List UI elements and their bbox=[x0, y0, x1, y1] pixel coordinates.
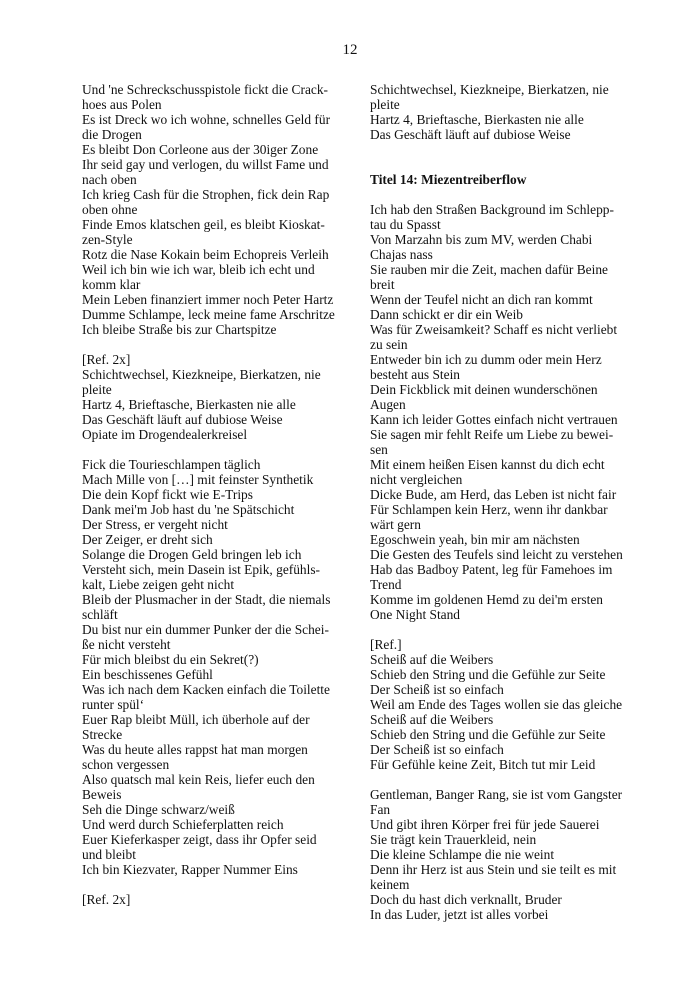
spacer bbox=[370, 187, 630, 202]
lyric-line: Ihr seid gay und verlogen, du willst Fame und bbox=[82, 157, 329, 172]
lyric-line: und bleibt bbox=[82, 847, 136, 862]
lyric-line: keinem bbox=[370, 877, 410, 892]
lyric-line: Du bist nur ein dummer Punker der die Schei- bbox=[82, 622, 329, 637]
lyric-line: Also quatsch mal kein Reis, liefer euch den bbox=[82, 772, 315, 787]
lyric-line: Strecke bbox=[82, 727, 123, 742]
lyric-line: Gentleman, Banger Rang, sie ist vom Gangster bbox=[370, 787, 623, 802]
lyric-line: Dank mei'm Job hast du 'ne Spätschicht bbox=[82, 502, 295, 517]
lyric-line: ße nicht versteht bbox=[82, 637, 171, 652]
lyric-line: Dicke Bude, am Herd, das Leben ist nicht fair bbox=[370, 487, 617, 502]
lyric-line: Der Scheiß ist so einfach bbox=[370, 742, 504, 757]
lyric-line: Hab das Badboy Patent, leg für Famehoes im bbox=[370, 562, 613, 577]
lyric-line: hoes aus Polen bbox=[82, 97, 162, 112]
lyric-line: zen-Style bbox=[82, 232, 133, 247]
lyric-line: komm klar bbox=[82, 277, 141, 292]
lyric-line: Bleib der Plusmacher in der Stadt, die niemals bbox=[82, 592, 331, 607]
lyric-line: Sie trägt kein Trauerkleid, nein bbox=[370, 832, 537, 847]
lyric-line: Euer Rap bleibt Müll, ich überhole auf der bbox=[82, 712, 310, 727]
lyric-line: [Ref.] bbox=[370, 637, 402, 652]
lyric-line: Für mich bleibst du ein Sekret(?) bbox=[82, 652, 259, 667]
lyric-line: nach oben bbox=[82, 172, 137, 187]
lyric-line: Was für Zweisamkeit? Schaff es nicht verliebt bbox=[370, 322, 618, 337]
lyric-line: oben ohne bbox=[82, 202, 138, 217]
lyric-line: Ich bin Kiezvater, Rapper Nummer Eins bbox=[82, 862, 298, 877]
lyric-line: tau du Spasst bbox=[370, 217, 441, 232]
song-title: Titel 14: Miezentreiberflow bbox=[370, 172, 527, 187]
lyric-line: Dein Fickblick mit deinen wunderschönen bbox=[370, 382, 598, 397]
lyric-line: schläft bbox=[82, 607, 118, 622]
lyric-line: Hartz 4, Brieftasche, Bierkasten nie alle bbox=[370, 112, 584, 127]
lyric-line: Finde Emos klatschen geil, es bleibt Kioskat- bbox=[82, 217, 325, 232]
lyric-line: Fan bbox=[370, 802, 391, 817]
lyric-line: wärt gern bbox=[370, 517, 421, 532]
lyric-line: Dann schickt er dir ein Weib bbox=[370, 307, 523, 322]
lyric-line: Hartz 4, Brieftasche, Bierkasten nie alle bbox=[82, 397, 296, 412]
lyric-line: runter spül‘ bbox=[82, 697, 145, 712]
lyric-line: sen bbox=[370, 442, 388, 457]
lyric-line: pleite bbox=[370, 97, 400, 112]
lyric-line: Seh die Dinge schwarz/weiß bbox=[82, 802, 235, 817]
lyric-line: Entweder bin ich zu dumm oder mein Herz bbox=[370, 352, 602, 367]
lyric-line: Der Stress, er vergeht nicht bbox=[82, 517, 228, 532]
lyric-line: Der Zeiger, er dreht sich bbox=[82, 532, 213, 547]
lyric-line: One Night Stand bbox=[370, 607, 461, 622]
lyric-line: Solange die Drogen Geld bringen leb ich bbox=[82, 547, 302, 562]
lyric-line: Was ich nach dem Kacken einfach die Toilette bbox=[82, 682, 330, 697]
lyric-line: Ich bleibe Straße bis zur Chartspitze bbox=[82, 322, 277, 337]
lyric-line: Rotz die Nase Kokain beim Echopreis Verleih bbox=[82, 247, 329, 262]
lyric-line: Mein Leben finanziert immer noch Peter Hartz bbox=[82, 292, 334, 307]
lyric-line: Die kleine Schlampe die nie weint bbox=[370, 847, 555, 862]
lyric-line: die Drogen bbox=[82, 127, 142, 142]
spacer bbox=[370, 157, 630, 172]
lyric-line: breit bbox=[370, 277, 395, 292]
blank-line bbox=[370, 772, 630, 787]
lyric-line: Opiate im Drogendealerkreisel bbox=[82, 427, 248, 442]
lyric-line: Und gibt ihren Körper frei für jede Sauerei bbox=[370, 817, 600, 832]
lyric-line: Und werd durch Schieferplatten reich bbox=[82, 817, 284, 832]
lyric-line: nicht vergleichen bbox=[370, 472, 463, 487]
lyric-line: Das Geschäft läuft auf dubiose Weise bbox=[370, 127, 571, 142]
spacer bbox=[370, 142, 630, 157]
lyric-line: Schieb den String und die Gefühle zur Seite bbox=[370, 667, 606, 682]
lyric-line: Ich krieg Cash für die Strophen, fick dein Rap bbox=[82, 187, 330, 202]
left-column bbox=[82, 82, 342, 907]
lyric-line: Und 'ne Schreckschusspistole fickt die Crack- bbox=[82, 82, 328, 97]
lyric-line: Schichtwechsel, Kiezkneipe, Bierkatzen, nie bbox=[370, 82, 609, 97]
lyric-line: Doch du hast dich verknallt, Bruder bbox=[370, 892, 562, 907]
lyric-line: Mach Mille von […] mit feinster Synthetik bbox=[82, 472, 314, 487]
lyric-line: Beweis bbox=[82, 787, 122, 802]
lyric-line: Der Scheiß ist so einfach bbox=[370, 682, 504, 697]
lyric-line: zu sein bbox=[370, 337, 408, 352]
lyric-line: Weil ich bin wie ich war, bleib ich echt und bbox=[82, 262, 315, 277]
lyric-line: Das Geschäft läuft auf dubiose Weise bbox=[82, 412, 283, 427]
right-column bbox=[370, 82, 630, 922]
lyric-line: Trend bbox=[370, 577, 402, 592]
right-column-verse bbox=[370, 82, 630, 142]
lyric-line: Weil am Ende des Tages wollen sie das gleiche bbox=[370, 697, 623, 712]
lyric-line: Versteht sich, mein Dasein ist Epik, gefühls- bbox=[82, 562, 321, 577]
lyric-line: Ein beschissenes Gefühl bbox=[82, 667, 213, 682]
lyric-line: Schichtwechsel, Kiezkneipe, Bierkatzen, nie bbox=[82, 367, 321, 382]
lyric-line: Scheiß auf die Weibers bbox=[370, 712, 494, 727]
blank-line bbox=[82, 877, 342, 892]
lyric-line: Was du heute alles rappst hat man morgen bbox=[82, 742, 308, 757]
lyric-line: Komme im goldenen Hemd zu dei'm ersten bbox=[370, 592, 603, 607]
right-column-lyrics bbox=[370, 202, 630, 922]
lyric-line: Augen bbox=[370, 397, 406, 412]
blank-line bbox=[82, 337, 342, 352]
lyric-line: Euer Kieferkasper zeigt, dass ihr Opfer seid bbox=[82, 832, 317, 847]
lyric-line: Dumme Schlampe, leck meine fame Arschritze bbox=[82, 307, 335, 322]
lyric-line: Kann ich leider Gottes einfach nicht vertrauen bbox=[370, 412, 618, 427]
lyric-line: Wenn der Teufel nicht an dich ran kommt bbox=[370, 292, 593, 307]
lyric-line: Chajas nass bbox=[370, 247, 433, 262]
lyric-line: Die dein Kopf fickt wie E-Trips bbox=[82, 487, 253, 502]
lyric-line: besteht aus Stein bbox=[370, 367, 461, 382]
lyric-line: Es bleibt Don Corleone aus der 30iger Zone bbox=[82, 142, 319, 157]
page-number: 12 bbox=[342, 42, 358, 58]
lyric-line: Schieb den String und die Gefühle zur Seite bbox=[370, 727, 606, 742]
lyric-line: kalt, Liebe zeigen geht nicht bbox=[82, 577, 235, 592]
lyric-line: schon vergessen bbox=[82, 757, 170, 772]
lyric-line: Sie rauben mir die Zeit, machen dafür Beine bbox=[370, 262, 608, 277]
lyric-line: Es ist Dreck wo ich wohne, schnelles Geld für bbox=[82, 112, 331, 127]
lyric-line: Scheiß auf die Weibers bbox=[370, 652, 494, 667]
lyric-line: [Ref. 2x] bbox=[82, 352, 131, 367]
lyric-line: In das Luder, jetzt ist alles vorbei bbox=[370, 907, 549, 922]
lyric-line: Ich hab den Straßen Background im Schlepp- bbox=[370, 202, 614, 217]
lyric-line: Für Schlampen kein Herz, wenn ihr dankbar bbox=[370, 502, 608, 517]
blank-line bbox=[370, 622, 630, 637]
lyric-line: Fick die Tourieschlampen täglich bbox=[82, 457, 261, 472]
lyric-line: Sie sagen mir fehlt Reife um Liebe zu bewei- bbox=[370, 427, 614, 442]
lyric-line: Von Marzahn bis zum MV, werden Chabi bbox=[370, 232, 593, 247]
lyric-line: Die Gesten des Teufels sind leicht zu verstehen bbox=[370, 547, 623, 562]
lyric-line: [Ref. 2x] bbox=[82, 892, 131, 907]
lyric-line: Denn ihr Herz ist aus Stein und sie teilt es mit bbox=[370, 862, 617, 877]
lyric-line: Für Gefühle keine Zeit, Bitch tut mir Leid bbox=[370, 757, 596, 772]
lyric-line: Egoschwein yeah, bin mir am nächsten bbox=[370, 532, 580, 547]
lyric-line: pleite bbox=[82, 382, 112, 397]
lyric-line: Mit einem heißen Eisen kannst du dich echt bbox=[370, 457, 605, 472]
blank-line bbox=[82, 442, 342, 457]
